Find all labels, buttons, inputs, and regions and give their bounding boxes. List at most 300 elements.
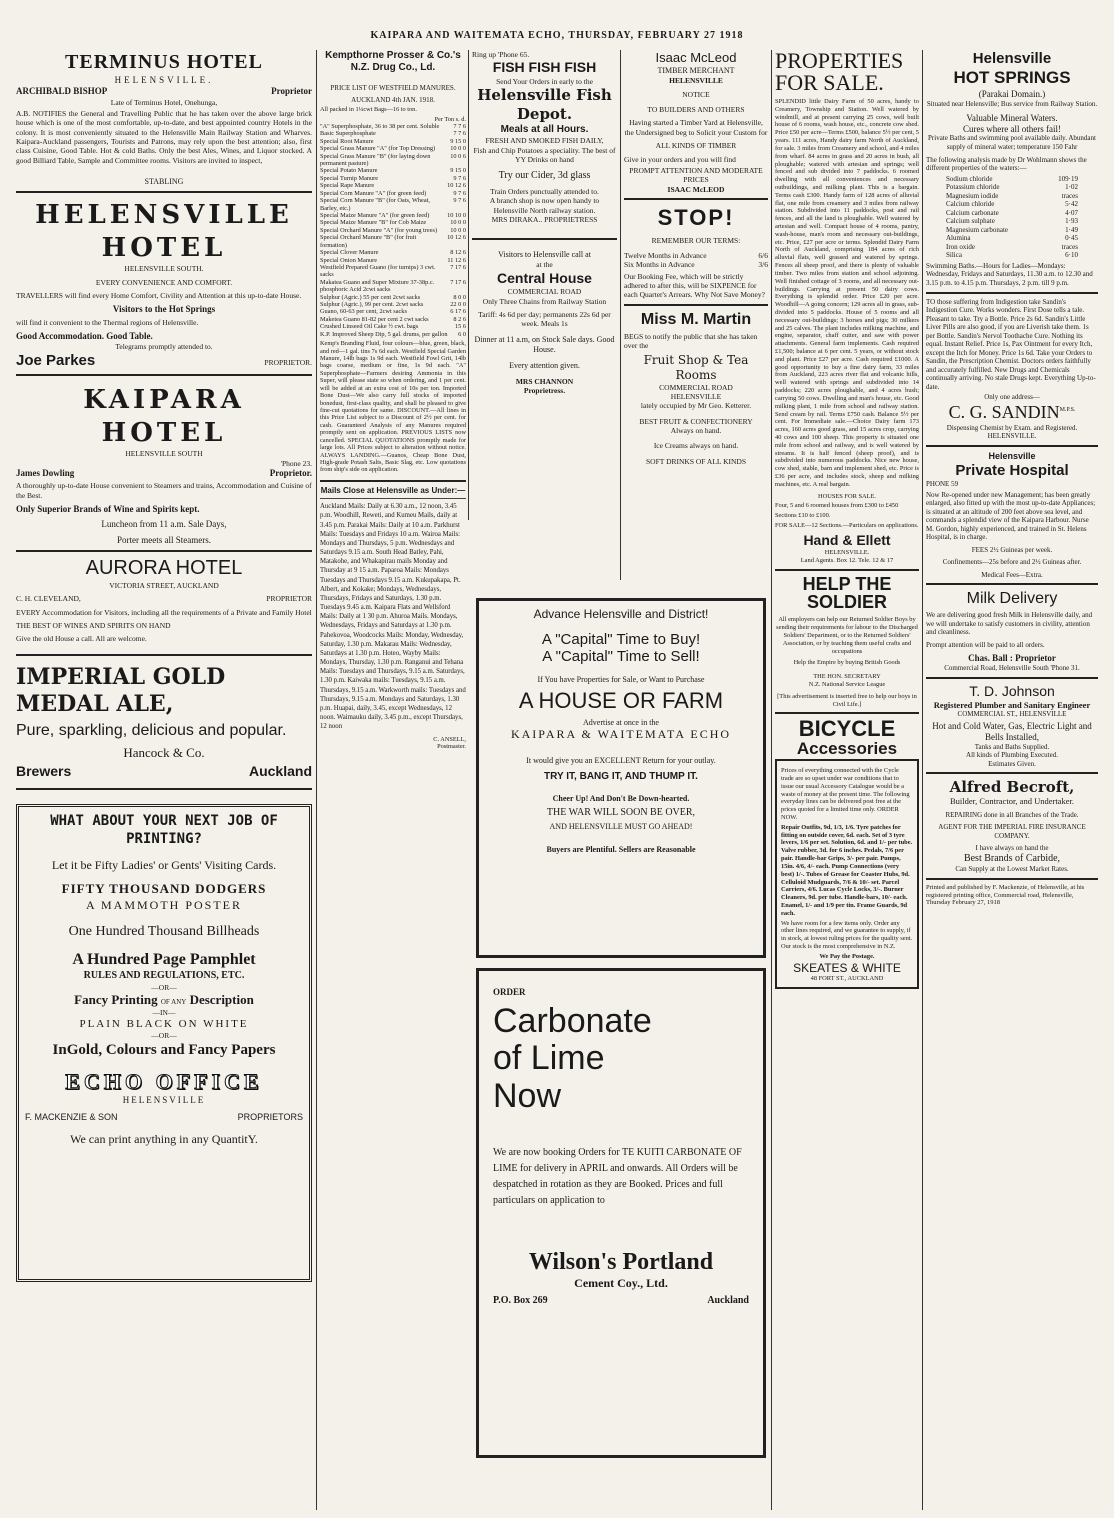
sandin-disp: Dispensing Chemist by Exam. and Registered. <box>946 423 1078 432</box>
stop-t1-price: 6/6 <box>758 250 768 260</box>
manure-row <box>320 138 466 145</box>
hs-title: Helensville <box>972 50 1052 67</box>
manure-name: Special Corn Manure "B" (for Oats, Wheat, Barley, etc.) <box>320 197 430 212</box>
manure-name: Special Potato Manure <box>320 167 378 175</box>
carb-order: ORDER <box>493 987 526 997</box>
martin-title: Miss M. Martin <box>640 310 752 328</box>
print-l4: One Hundred Thousand Billheads <box>68 923 260 939</box>
manure-row <box>320 294 466 301</box>
printing-ad <box>16 804 312 1282</box>
ab-best: Best Brands of Carbide, <box>963 852 1061 864</box>
manure-row <box>320 264 466 279</box>
advance-l3: If You have Properties for Sale, or Want to Purchase <box>537 675 705 684</box>
milk-addr: Commercial Road, Helensville South 'Phone 31. <box>944 664 1080 673</box>
mineral-name: Calcium chloride <box>946 200 995 209</box>
mineral-name: Calcium carbonate <box>946 208 999 217</box>
ale-brewers: Brewers <box>16 762 72 779</box>
hh-tag: EVERY CONVENIENCE AND COMFORT. <box>95 277 233 287</box>
terminus-body: A.B. NOTIFIES the General and Travelling Public that he has taken over the above large brick house which is one of the most comfortable, up-to-date, and best appointed country Hotels in the colony. It is most conveniently situated to the Helensville Main Railway Station and Wharves. Kaipara-Auckland passengers, Tourists and Patrons, may rely upon the best attention; also, first class Cuisine, Good Table. Hot & cold Baths. Only the best Ales, Wines, and Liquor stocked. A good Billiard Table, Sample and Committee rooms. Visitors are invited to inspect, <box>16 108 312 165</box>
column-rule <box>922 50 923 1510</box>
mails-body: Auckland Mails: Daily at 6.30 a.m., 12 noon, 3.45 p.m. Woodhill, Reweti, and Kumeu Mails, daily at 3.45 p.m. Parakai Mails: Daily at 10 a.m. Parkhurst Mails: Tuesdays and Fridays 10 a.m. Wairoa Mails: Mondays and Thursdays, 5 p.m. Wednesdays and Saturdays 9.15 a.m. South Head Batley, Pahi, Matakohe, and Whakapirau mails Monday and Thursday at 9 15 a.m. Paparoa Mails: Mondays Tuesdays and Thursdays 9.15 a.m. Kukupakapa, Pt. Albert, and Kokake; Mondays, Wednesdays, Thursdays, Fridays and Saturdays, 1.30 p.m. Tuesdays 9.45 a.m. Kaipara Flats and Wellsford Mails: Daily at 1 30 p.m. Ahuroa Mails. Mondays, Wednesdays, Fridays and Saturdays at 1.30 p.m. Pahekovoa, Woodcocks Mails: Monday, Wednesday, Saturday, 1.30 p.m. Makarau Mails: Wednesday, Saturdays at 1.30 p.m. Hoteo, Wayby Mails: Mondays, Thursday, 1.30 p.m. Ranganui and Tehana Mails: Tuesdays and Thursdays, 9.15 a.m. Saturdays, 1.30 p.m. Kaiwaka mails: Tuesdays, 9.15 a.m. Thursdays, 9.15 a.m. Warkworth mails: Tuesdays and Thursdays, 9.15 a.m. Mondays and Saturdays, 1.30 p.m. Huapai, daily, 3.45, except Wednesdays, 12 noon. Waimauku daily, 3.45 p.m., except Thursdays, 12 noon <box>320 503 466 731</box>
manure-name: Special Maize Manure "B" for Cob Maize <box>320 219 427 227</box>
manure-price: 9 7 6 <box>453 174 466 182</box>
print-l7c: Description <box>189 992 254 1007</box>
manure-price: 7 17 6 <box>450 263 466 271</box>
manure-row <box>320 167 466 174</box>
manure-row <box>320 308 466 315</box>
terminus-late: Late of Terminus Hotel, Onehunga, <box>110 97 218 107</box>
mineral-row <box>946 200 1078 209</box>
mineral-row <box>946 234 1078 243</box>
manure-row <box>320 153 466 168</box>
fish-title: FISH FISH FISH <box>492 59 597 76</box>
manure-price: 7 7 6 <box>453 122 466 130</box>
martin-ice: Ice Creams always on hand. <box>653 441 739 451</box>
isaac-place: HELENSVILLE <box>669 76 723 86</box>
manure-name: Westfield Prepared Guano (for turnips) 3 cwt. sacks <box>320 263 436 279</box>
advance-buyers: Buyers are Plentiful. Sellers are Reasonable <box>546 845 696 854</box>
he-title: Hand & Ellett <box>803 531 891 548</box>
help-body: All employers can help our Returned Soldier Boys by sending their requirements for labour to the Discharged Soldiers' Department, or to the Returned Soldiers' Association, or by teaching them useful crafts and occupations <box>776 616 918 655</box>
aurora-role: PROPRIETOR <box>266 594 312 604</box>
mineral-row <box>946 175 1078 184</box>
aurora-body: EVERY Accommodation for Visitors, including all the requirements of a Private and Family Hotel <box>16 607 312 617</box>
manure-price: 11 12 6 <box>447 256 466 264</box>
ph-conf: Confinements—25s before and 2½ Guineas after. <box>942 558 1082 567</box>
help-title: HELP THE SOLDIER <box>802 573 892 613</box>
ab-title: Alfred Becroft, <box>949 778 1075 797</box>
manure-price: 6 17 6 <box>450 308 466 316</box>
carb-title3: Now <box>493 1076 562 1115</box>
print-place: HELENSVILLE <box>122 1095 206 1105</box>
print-l8: PLAIN BLACK ON WHITE <box>79 1017 249 1030</box>
manure-name: Special Turnip Manure <box>320 174 379 182</box>
manure-price: 8 12 6 <box>450 249 466 257</box>
column-1 <box>16 50 312 1510</box>
manure-row <box>320 212 466 219</box>
column-rule <box>468 50 469 520</box>
print-or1: —OR— <box>151 982 177 992</box>
sandin-mps: M.P.S. <box>1059 406 1076 413</box>
martin-soft: SOFT DRINKS OF ALL KINDS <box>645 456 747 466</box>
fish-branch: A branch shop is now open handy to Helensville North railway station. <box>489 196 600 215</box>
column-rule <box>620 50 621 580</box>
hh-good: Good Accommodation. Good Table. <box>16 330 153 341</box>
print-owner: F. MACKENZIE & SON <box>25 1112 118 1123</box>
bike-items: Repair Outfits, 9d, 1/3, 1/6. Tyre patches for fitting on outside cover, 6d. each. Set of 3 tyre levers, 1/6 per set. Solution, 6d. and 1/- per tube. Valve rubber, 3d. for 6 inches. Pedals, 7/6 per pair. Handle-bar Grips, 3/- per pair. Pumps, 15in. 4/6, 4/- each. Pump Connections (very best) 1/-. Tubes of Grease for Coaster Hubs, 9d. Celluloid Mudguards, 7/6 & 10/- set. Parcel Carriers, 4/6. Lucas Cycle Locks, 3/-. Burner Cleaners, 9d. per tube. Handle-bars, 10/- each. Enamel, 1/- and 1/9 per tin. Frame Guards, 9d each. <box>781 823 913 917</box>
bike-box <box>775 759 919 989</box>
mineral-row <box>946 243 1078 252</box>
ph-place: Helensville <box>988 450 1036 461</box>
ale-maker: Hancock & Co. <box>123 744 205 760</box>
manure-name: Special Root Manure <box>320 137 374 145</box>
print-title: WHAT ABOUT YOUR NEXT JOB OF PRINTING? <box>50 813 278 847</box>
fish-fresh: FRESH AND SMOKED FISH DAILY, <box>485 136 604 146</box>
manure-price: 9 7 6 <box>453 197 466 205</box>
ab-role: Builder, Contractor, and Undertaker. <box>950 796 1074 807</box>
stop-t2: Six Months in Advance <box>624 260 695 270</box>
manure-price: 10 0 0 <box>450 219 466 227</box>
manure-row <box>320 323 466 330</box>
advance-paper: KAIPARA & WAITEMATA ECHO <box>510 727 732 741</box>
hs-situated: Situated near Helensville; Bus service from Railway Station. <box>926 100 1098 108</box>
carb-title2: of Lime <box>493 1039 605 1078</box>
manure-name: Special Grass Manure "B" (for laying down permanent pasture) <box>320 152 431 168</box>
mineral-name: Calcium sulphate <box>946 217 995 226</box>
ch-every: Every attention given. <box>509 360 580 370</box>
manure-name: Special Grass Manure "A" (for Top Dressing) <box>320 145 436 153</box>
manure-row <box>320 316 466 323</box>
ale-sub: Pure, sparkling, delicious and popular. <box>16 721 287 739</box>
print-l7: Fancy Printing <box>74 992 158 1007</box>
bike-more: We have room for a few items only. Order any other lines required, and we guarantee to supply, if in stock, at lowest ruling prices for the quality sent. Our stock is the most comprehensive in N.Z. <box>781 919 913 951</box>
fish-meals: Meals at all Hours. <box>500 123 589 135</box>
fish-cider: Try our Cider, 3d glass <box>498 170 591 182</box>
manure-row <box>320 331 466 338</box>
ph-title: Private Hospital <box>955 461 1069 479</box>
hh-owner: Joe Parkes <box>16 351 96 369</box>
column-2 <box>320 50 466 1510</box>
ale-city: Auckland <box>248 762 312 779</box>
mineral-row <box>946 183 1078 192</box>
manure-name: "A" Superphosphate, 36 to 38 per cent. Soluble <box>320 122 440 130</box>
stop-body: Our Booking Fee, which will be strictly adhered to after this, will be SIXPENCE for each Quarter's Arrears. Why Not Save Money? <box>624 271 765 300</box>
td-role: Registered Plumber and Sanitary Engineer <box>933 699 1091 710</box>
sandin-only: Only one address— <box>984 393 1040 402</box>
print-l5: A Hundred Page Pamphlet <box>72 951 256 969</box>
hs-baths: Private Baths and swimming pool available daily. Abundant supply of mineral water; temperature 150 Fahr <box>928 134 1096 151</box>
help-league: N.Z. National Service League <box>808 681 886 689</box>
terminus-stabling: STABLING <box>144 177 184 187</box>
isaac-to: TO BUILDERS AND OTHERS <box>647 105 745 114</box>
print-in: —IN— <box>152 1008 176 1018</box>
helensville-hotel-title: HELENSVILLE HOTEL <box>35 200 293 263</box>
manure-name: Special Rape Manure <box>320 182 375 190</box>
print-office: ECHO OFFICE <box>65 1068 263 1094</box>
martin-lately: lately occupied by Mr Geo. Ketterer. <box>640 401 752 411</box>
carb-box: P.O. Box 269 <box>493 1295 548 1307</box>
mineral-value: 5·42 <box>1065 200 1078 209</box>
manure-row <box>320 145 466 152</box>
masthead: KAIPARA AND WAITEMATA ECHO, THURSDAY, FEBRUARY 27 1918 <box>370 30 744 41</box>
td-tanks: Tanks and Baths Supplied. <box>974 742 1050 751</box>
mineral-value: 6·10 <box>1065 251 1078 260</box>
isaac-kinds: ALL KINDS OF TIMBER <box>655 141 737 151</box>
isaac-trade: TIMBER MERCHANT <box>657 66 735 76</box>
print-l9: InGold, Colours and Fancy Papers <box>52 1041 276 1058</box>
bike-title: BICYCLE <box>798 716 896 742</box>
isaac-sign: ISAAC McLEOD <box>667 184 725 194</box>
carbonate-ad <box>476 968 766 1458</box>
bike-postage: We Pay the Postage. <box>819 952 875 960</box>
manure-row <box>320 234 466 249</box>
advance-cheer: Cheer Up! And Don't Be Down-hearted. <box>552 794 690 803</box>
aurora-wines: THE BEST OF WINES AND SPIRITS ON HAND <box>16 620 171 630</box>
print-l7b: OF ANY <box>160 998 187 1006</box>
manure-name: Sulphur (Agric.), 99 per cent. 2cwt sacks <box>320 301 424 309</box>
advance-big: A HOUSE OR FARM <box>518 688 724 713</box>
fish-train: Train Orders punctually attended to. <box>490 186 599 196</box>
hh-thermal: will find it convenient to the Thermal regions of Helensville. <box>16 317 199 327</box>
stop-t1: Twelve Months in Advance <box>624 250 707 260</box>
print-role: PROPRIETORS <box>237 1112 303 1123</box>
ch-role: Proprietress. <box>523 386 566 396</box>
ab-supply: Can Supply at the Lowest Market Rates. <box>955 865 1069 874</box>
manure-row <box>320 123 466 130</box>
manure-price: 8 2 6 <box>453 315 466 323</box>
ab-always: I have always on hand the <box>975 844 1049 853</box>
fish-send: Send Your Orders in early to the <box>496 76 593 86</box>
milk-body: We are delivering good fresh Milk in Helensville daily, and we will undertake to satisfy customers in civility, attention and cleanliness. <box>926 610 1093 637</box>
houses-title: HOUSES FOR SALE. <box>817 492 877 500</box>
manure-name: Makatea Guano and Super Mixture 37-38p.c. phosphoric Acid 2cwt sacks <box>320 278 435 294</box>
ch-owner: MRS CHANNON <box>515 376 574 386</box>
print-l6: RULES AND REGULATIONS, ETC. <box>83 970 245 982</box>
terminus-owner: ARCHIBALD BISHOP <box>16 86 108 97</box>
manure-row <box>320 219 466 226</box>
isaac-notice: NOTICE <box>682 89 710 99</box>
advance-l1: A "Capital" Time to Buy! <box>541 631 701 648</box>
manure-row <box>320 130 466 137</box>
sandin-title: C. G. SANDIN <box>948 401 1060 422</box>
carb-company2: Cement Coy., Ltd. <box>574 1276 668 1291</box>
manure-price: 22 0 0 <box>450 301 466 309</box>
terminus-title: TERMINUS HOTEL <box>65 51 263 73</box>
kh-lunch: Luncheon from 11 a.m. Sale Days, <box>101 519 227 530</box>
sandin-body: TO those suffering from Indigestion take Sandin's Indigestion Cure. Works wonders. First Dose tells a tale. Pleasant to take. Try a Bottle. Price 2s 6d. Sandin's Little Liver Pills are also good, if you are Liverish take them. 1s per Bottle. Sandin's Nervol Toothache Cure. Nothing its equal. Instant Relief. Price 1s, Pax Ointment for every Itch, except the Itch for Money. Price 1s 6d. Take your Orders to Sandin, the Prescription Chemist. Doctors orders faithfully and accurately fulfilled. New Drugs and Chemicals continually arriving. No stale Drugs kept. Everything Up-to-date. <box>926 297 1096 391</box>
ph-fees: FEES 2½ Guineas per week. <box>971 545 1053 554</box>
mails-role: Postmaster. <box>437 742 466 750</box>
mineral-row <box>946 226 1078 235</box>
advance-title: Advance Helensville and District! <box>533 607 709 621</box>
ab-agent: AGENT FOR THE IMPERIAL FIRE INSURANCE COMPANY. <box>938 823 1086 840</box>
bike-title2: Accessories <box>796 739 898 759</box>
mineral-value: traces <box>1061 242 1078 251</box>
he-agents: Land Agents. Box 12. Tele. 12 & 17 <box>800 556 894 564</box>
hh-body: TRAVELLERS will find every Home Comfort, Civility and Attention at this up-to-date House. <box>16 290 302 300</box>
hh-visitors: Visitors to the Hot Springs <box>112 304 216 315</box>
manure-price: 15 6 <box>454 323 466 331</box>
martin-road: COMMERCIAL ROAD <box>659 382 733 392</box>
aurora-addr: VICTORIA STREET, AUCKLAND <box>109 580 219 590</box>
mineral-row <box>946 217 1078 226</box>
print-foot: We can print anything in any QuantitY. <box>70 1131 258 1146</box>
column-5 <box>775 50 919 1510</box>
mineral-value: 0·45 <box>1065 234 1078 243</box>
manure-price: 10 0 6 <box>450 152 466 160</box>
manure-row <box>320 182 466 189</box>
ch-dinner: Dinner at 11 a.m, on Stock Sale days. Good House. <box>474 334 615 354</box>
manure-name: Sulphur (Agric.) 55 per cent 2cwt sacks <box>320 293 421 301</box>
kp-date: AUCKLAND 4th JAN. 1918. <box>351 95 435 104</box>
td-hot: Hot and Cold Water, Gas, Electric Light and Bells Installed, <box>932 720 1092 742</box>
print-or2: —OR— <box>151 1031 177 1041</box>
manure-name: Crushed Linseed Oil Cake ½ cwt. bags <box>320 323 419 331</box>
manure-name: Special Onion Manure <box>320 256 378 264</box>
manure-row <box>320 301 466 308</box>
advance-l5: It would give you an EXCELLENT Return for your outlay. <box>526 756 716 765</box>
mineral-row <box>946 251 1078 260</box>
ch-road: COMMERCIAL ROAD <box>507 287 582 297</box>
martin-body: BEGS to notify the public that she has taken over the <box>624 331 758 351</box>
manure-name: Maketea Guano 81-82 per cent 2 cwt sacks <box>320 315 429 323</box>
forsale: FOR SALE—12 Sections.—Particulars on applications. <box>775 522 919 530</box>
manure-row <box>320 279 466 294</box>
manure-price: 10 12 6 <box>447 182 466 190</box>
manure-price: 10 0 0 <box>450 226 466 234</box>
carb-company: Wilson's Portland <box>528 1249 714 1276</box>
kaipara-hotel-title: KAIPARA HOTEL <box>83 385 245 448</box>
manure-name: Special Clover Manure <box>320 249 379 257</box>
hs-cures: Cures where all others fail! <box>963 123 1061 134</box>
manure-price: 6 0 <box>458 330 466 338</box>
bike-firm: SKEATES & WHITE <box>793 960 901 975</box>
column-4 <box>624 50 768 580</box>
mineral-value: 109·19 <box>1058 174 1078 183</box>
kh-body: A thoroughly up-to-date House convenient to Steamers and trains, Accommodation and Cuisine of the Best. <box>16 481 312 500</box>
terminus-place: HELENSVILLE. <box>114 75 214 85</box>
milk-owner: Chas. Ball : Proprietor <box>968 653 1056 664</box>
kp-per-ton: Per Ton s. d. <box>434 115 466 123</box>
manure-price: 8 0 0 <box>453 293 466 301</box>
ch-visitors: Visitors to Helensville call at <box>498 250 591 260</box>
print-l3: A MAMMOTH POSTER <box>85 897 243 912</box>
martin-place: HELENSVILLE <box>670 391 722 401</box>
column-rule <box>316 50 317 1510</box>
isaac-title: Isaac McLeod <box>655 50 737 65</box>
hs-analysis: The following analysis made by Dr Wohlmann shows the different properties of the waters:— <box>926 155 1087 173</box>
aurora-title: AURORA HOTEL <box>85 556 243 579</box>
ch-tariff: Tariff: 4s 6d per day; permanents 22s 6d per week. Meals 1s <box>478 310 611 329</box>
prop-body: SPLENDID little Dairy Farm of 50 acres, handy to Creamery, Township and Station. Well watered by windmill, and at present carrying 25 cows, well built house of 6 rooms, wash house, etc., concrete cow shed. Price £50 per acre—Terms £500, balance 5½ per cent, 5 years. 111 acres, Handy dairy farm North of Auckland, for sale. 3 miles from Creamery and school, and 4 miles from wharf. 84 acres in grass and 20 acres in bush, all ploughable; watered with artesian and springs; well fenced and sub divided into 7 paddocks. 6 roomed dwelling with all conveniences and necessary outbuildings, and milking plant. This is a bargain. Terms cash £300. Handy farm of 128 acres of alluvial flat, one mile from creamery and 3 miles from railway station. Subdivided into 11 paddocks, post and rail fences, and all the land is ploughable. Well watered by artesian and well. Compact house of 4 rooms, pantry, wash-house, man's room and necessary out-buildings, etc. Price, £27 per acre or terms. Splendid Dairy Farm North of Auckland, comprising 184 acres of rich alluvial flats, well grassed and watered by springs. Fences all sheep proof, and there is plenty of valuable timber. Two miles from station and school adjoining. Well finished cottage of 3 rooms, and all necessary out-buildings. Carrying at present 50 dairy cows. Everything is splendid order. Price £20 per acre. Woodhill—A going concern; 129 acres all in grass, sub-divided into 5 paddocks. House of 5 rooms and all necessary out-buildings; 3 horses and pigs; 30 milkers and 25 calves. The plant includes milking machine, and engine, separator, chaff cutter, and saw with power attachments. General farm implements. Cash required £1,500; balance at 6 per cent. 5 years, or without stock and plant. Price £27 per acre. Cash required £1000. A good opportunity to buy a fine dairy farm, 33 miles from Auckland, 223 acres river flat and volcanic hills, well watered with springs and subdivided into 14 paddocks; 220 acres ploughable, and 4 acres bush; carrying 50 cows. Dwelling and man's house, etc. Good milking plant, 1 mile from school and railway station. Send cream by rail. Terms £750 cash. Balance 5½ per cent. For Immediate sale.—Choice Dairy farm 173 acres, 160 acres good grass, and 15 acres crop, carrying 40 cows and 100 sheep. This property is situated one mile from school and railway, and is well watered by streams. It is half fenced (sheep proof), and is subdivided into numerous paddocks. Nice new house, cow shed, stable, barn and implement shed, etc. Price is £36 per acre, and includes stock, sheep and milking machines, etc. A real bargain. <box>775 98 919 488</box>
mineral-name: Silica <box>946 251 962 260</box>
column-rule <box>771 50 772 1510</box>
imprint: Printed and published by F. Mackenzie, of Helensville, at his registered printing office, Commercial road, Helensville, Thursday February 27, 1918 <box>926 883 1085 907</box>
kh-place: HELENSVILLE SOUTH <box>125 449 203 459</box>
advance-try: TRY IT, BANG IT, AND THUMP IT. <box>544 771 698 782</box>
hs-title2: HOT SPRINGS <box>953 68 1071 88</box>
help-free: [This advertisement is inserted free to help our boys in Civil Life.] <box>777 692 917 708</box>
martin-best: BEST FRUIT & CONFECTIONERY <box>639 416 753 426</box>
stop-title: STOP! <box>657 205 735 230</box>
manure-row <box>320 175 466 182</box>
stop-remember: REMEMBER OUR TERMS: <box>651 235 741 245</box>
hs-valuable: Valuable Mineral Waters. <box>966 112 1058 123</box>
manure-price: 9 7 6 <box>453 189 466 197</box>
ch-only: Only Three Chains from Railway Station <box>482 296 607 306</box>
hh-place: HELENSVILLE SOUTH. <box>124 264 204 274</box>
td-addr: COMMERCIAL ST., HELENSVILLE <box>957 710 1067 719</box>
manure-name: Basic Superphosphate <box>320 130 376 138</box>
aurora-call: Give the old House a call. All are welcome. <box>16 634 147 644</box>
terminus-role: Proprietor <box>271 86 312 97</box>
mails-title: Mails Close at Helensville as Under:— <box>320 485 466 495</box>
manure-name: Special Corn Manure "A" (for green feed) <box>320 189 427 197</box>
manure-row <box>320 227 466 234</box>
advance-ad <box>476 598 766 958</box>
td-est: Estimates Given. <box>988 759 1036 768</box>
sandin-place: HELENSVILLE. <box>987 432 1037 441</box>
help-empire: Help the Empire by buying British Goods <box>793 659 901 667</box>
he-place: HELENSVILLE. <box>824 548 870 556</box>
hs-domain: (Parakai Domain.) <box>978 89 1046 100</box>
manure-price: 9 15 0 <box>450 167 466 175</box>
mineral-value: 1·49 <box>1065 225 1078 234</box>
ph-phone: PHONE 59 <box>926 480 959 489</box>
houses-body: Four, 5 and 6 roomed houses from £300 to £450 <box>775 502 899 510</box>
mails-sign: C. ANSELL, <box>433 735 466 743</box>
fish-chip: Fish and Chip Potatoes a speciality. The best of YY Drinks on hand <box>473 145 616 164</box>
kh-owner: James Dowling <box>16 468 75 478</box>
td-title: T. D. Johnson <box>969 682 1055 699</box>
manure-price: 7 17 6 <box>450 278 466 286</box>
isaac-body: Having started a Timber Yard at Helensville, the Undersigned beg to Solicit your Custom for <box>624 118 768 137</box>
stop-t2-price: 3/6 <box>758 260 768 270</box>
hs-hours: Swimming Baths.—Hours for Ladies—Mondays: Wednesday, Fridays and Saturdays, 11.30 a.m. to 12.30 and 3.15 p.m. to 4.15 p.m. Thursdays, 2 p.m. till 9 p.m. <box>926 261 1093 287</box>
manure-row <box>320 197 466 212</box>
mineral-row <box>946 209 1078 218</box>
carb-body: We are now booking Orders for TE KUITI CARBONATE OF LIME for delivery in APRIL and onwards. All Orders will be despatched in rotation as they are Booked. Prices and full particulars on application to <box>493 1147 742 1207</box>
kp-packed: All packed in 1¼cwt Bags—16 to ton. <box>320 106 417 114</box>
column-6 <box>926 50 1098 1510</box>
kh-brands: Only Superior Brands of Wine and Spirits kept. <box>16 504 200 514</box>
help-sec: THE HON. SECRETARY <box>813 673 881 681</box>
carb-title1: Carbonate <box>493 1002 652 1040</box>
manure-price: 10 12 6 <box>447 234 466 242</box>
isaac-give: Give in your orders and you will find <box>624 154 736 164</box>
carb-city: Auckland <box>707 1295 749 1307</box>
kp-body: Kemp's Branding Fluid, four colours—blue, green, black, and red—1 gal. tins 7s 6d each. Westfield Special Garden Manure, 14lb bags 1s 9d each. Westfield Fowl Grit, 14lb bags coarse, medium or fine, 1s 9d each. "A" Superphosphate—Farmers desiring Ammonia in this Super, will please state so when ordering, and 1 per cent. will be added at an extra cost of 10s per ton. Imported Bone Dust—We also carry full stocks of imported bonedust, first-class quality, and shall be pleased to give fine-cut quotations for same. DISCOUNT.—All lines in this Price List subject to a Discount of 2½ per cent. for cash. Guaranteed Analysis of any Manures required promptly sent on application. PREVIOUS LISTS now cancelled. SPECIAL QUOTATIONS promptly made for large lots. All Prices subject to alteration without notice. ALWAYS LANDING.—Guanos, Cheap Bone Dust, High-grade Potash Salts, Basic Slag, etc. Low quotations from ship's side on application. <box>320 340 466 474</box>
manure-row <box>320 190 466 197</box>
mineral-name: Magnesium carbonate <box>946 225 1009 234</box>
manure-name: K.P. Improved Sheep Dip, 5 gal. drums, per gallon <box>320 330 448 338</box>
print-l2: FIFTY THOUSAND DODGERS <box>61 881 267 897</box>
ab-repair: REPAIRING done in all Branches of the Trade. <box>945 810 1079 819</box>
print-l1: Let it be Fifty Ladies' or Gents' Visiting Cards. <box>51 858 277 873</box>
manure-price-list <box>320 123 466 338</box>
hh-role: PROPRIETOR. <box>264 357 312 367</box>
manure-name: Special Orchard Manure "B" (for fruit formation) <box>320 234 417 249</box>
hh-tele: Telegrams promptly attended to. <box>115 342 213 352</box>
ph-body: Now Re-opened under new Management; has been greatly enlarged, also fitted up with the most up-to-date Appliances; is situated at an altitude of 200 feet above sea level, and commands a splendid view of the Kaipara Harbour. Nurse M. Gordon, highly experienced, and trained in St. Helens Hospital, is in charge. <box>926 490 1096 542</box>
manure-name: Guano, 60-63 per cent, 2cwt sacks <box>320 308 407 316</box>
mineral-value: traces <box>1061 191 1078 200</box>
mineral-name: Magnesium iodide <box>946 191 999 200</box>
mineral-name: Sodium chloride <box>946 174 993 183</box>
ph-med: Medical Fees—Extra. <box>981 570 1043 579</box>
martin-always: Always on hand. <box>670 426 722 435</box>
advance-ahead: AND HELENSVILLE MUST GO AHEAD! <box>549 822 693 831</box>
mineral-name: Alumina <box>946 234 971 243</box>
mineral-value: 4·07 <box>1065 208 1078 217</box>
milk-prompt: Prompt attention will be paid to all orders. <box>926 640 1045 649</box>
mineral-name: Potassium chloride <box>946 183 1000 192</box>
fish-owner: MRS DIRAKA.. PROPRIETRESS <box>491 215 598 224</box>
manure-row <box>320 249 466 256</box>
advance-l4: Advertise at once in the <box>583 718 659 727</box>
aurora-owner: C. H. CLEVELAND, <box>16 594 81 604</box>
milk-title: Milk Delivery <box>966 590 1058 608</box>
prop-title: PROPERTIES FOR SALE. <box>775 50 904 95</box>
fish-depot: Helensville Fish Depot. <box>477 86 612 123</box>
manure-name: Special Orchard Manure "A" (for young trees) <box>320 226 438 234</box>
manure-price: 9 15 0 <box>450 137 466 145</box>
kh-role: Proprietor. <box>269 468 312 478</box>
martin-shop: Fruit Shop & Tea Rooms <box>643 352 749 382</box>
mineral-value: 1·93 <box>1065 217 1078 226</box>
mineral-analysis <box>926 175 1098 260</box>
bike-body: Prices of everything connected with the Cycle trade are so upset under war conditions that to issue our usual Accessory Catalogue would be a waste of money at the present time. The following everyday lines can be delivered post free at the prices quoted for a limited time only. ORDER NOW. <box>781 767 910 822</box>
